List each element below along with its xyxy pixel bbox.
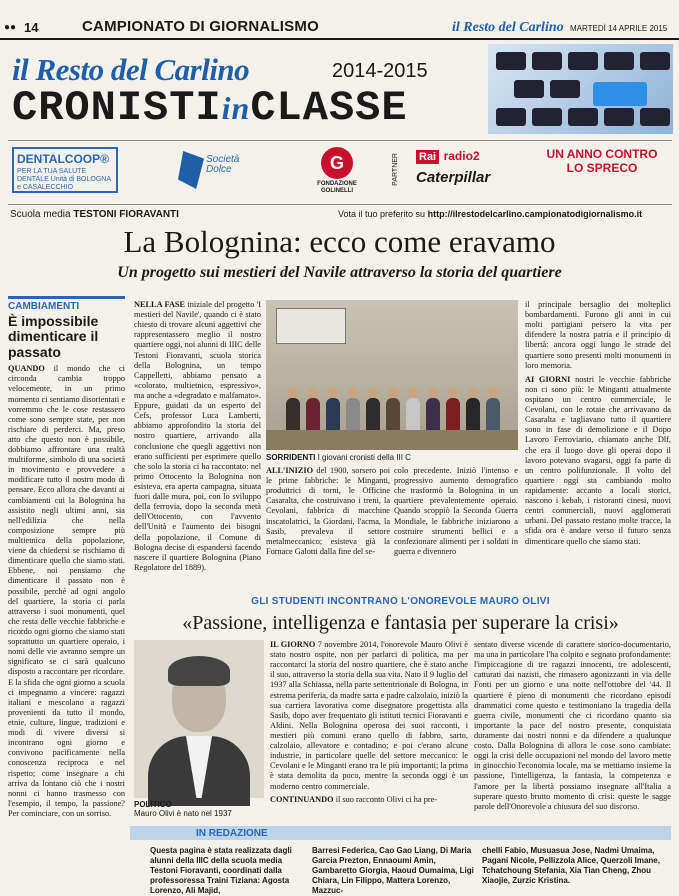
newspaper-logo: il Resto del Carlino bbox=[12, 52, 250, 87]
portrait-caption bbox=[134, 800, 264, 818]
page-number: 14 bbox=[24, 20, 39, 35]
sidebar-body bbox=[8, 364, 125, 819]
article-col4-lead: AI GIORNI bbox=[525, 374, 571, 384]
rai-label: Rai bbox=[416, 150, 439, 164]
top-bar bbox=[0, 0, 679, 40]
interview-col1-text-2: il suo racconto Olivi ci ha pre- bbox=[333, 794, 438, 804]
newspaper-logo-small: il Resto del Carlino bbox=[452, 20, 564, 35]
sidebar-column bbox=[8, 296, 125, 884]
article-column-2 bbox=[266, 466, 390, 596]
headline: La Bolognina: ecco come eravamo bbox=[123, 224, 556, 259]
subheadline: Un progetto sui mestieri del Navile attraverso la storia del quartiere bbox=[117, 264, 562, 281]
article-column-3: colo precedente. Iniziò l'intenso e progressivo aumento demografico che trasformò la Bolognina in un quartiere prevalentemente operaio. Quando scoppiò la Seconda Guerra Mondiale, le fabbriche iniziarono a costruire strumenti bellici e a confezionare alimenti per i soldati in guerra e divennero bbox=[394, 466, 518, 556]
masthead-title-in: in bbox=[221, 90, 251, 126]
photo-caption-tag: SORRIDENTI bbox=[266, 453, 316, 462]
redazione-column-1: Questa pagina è stata realizzata dagli alunni della IIIC della scuola media Testoni Fioravanti, coordinati dalla professoressa Traini Tiziana: Agosta Lorenzo, Ali Majid, bbox=[150, 846, 292, 895]
partner-label: PARTNER bbox=[392, 153, 399, 186]
sponsor-strip bbox=[8, 140, 672, 200]
interview-col1-lead: IL GIORNO bbox=[270, 640, 316, 649]
spreco-line-2: LO SPRECO bbox=[566, 161, 638, 175]
article-column-4 bbox=[525, 300, 671, 590]
school-label-prefix: Scuola media bbox=[10, 209, 71, 220]
issue-date: MARTEDÌ 14 APRILE 2015 bbox=[570, 24, 668, 33]
dentalcoop-name: DENTALCOOP® bbox=[17, 152, 109, 166]
golinelli-logo bbox=[304, 147, 370, 193]
politician-portrait bbox=[134, 640, 264, 798]
societa-dolce-name: Società Dolce bbox=[206, 154, 240, 175]
vote-text: Vota il tuo preferito su bbox=[338, 209, 426, 219]
article-col2-text: del 1900, sorsero poi le prime fabbriche: le Minganti, produttrici di torni, le Officine Casaralta, che costruivano i treni, la Cevolani, fabbrica di macchine inscatolatrici, la Giordani, l'acma, la Sasib, prevaleva il settore metalmeccanico; esisteva già la Fornace Galotti dalla fine del se- bbox=[266, 466, 390, 556]
portrait-caption-tag: POLITICO bbox=[134, 800, 172, 809]
interview-column-1 bbox=[270, 640, 468, 815]
portrait-caption-text: Mauro Olivi è nato nel 1937 bbox=[134, 809, 232, 818]
school-label bbox=[10, 209, 179, 220]
article-col4-para-b bbox=[525, 375, 671, 547]
masthead-title-a: CRONISTI bbox=[12, 84, 222, 132]
interview-title: «Passione, intelligenza e fantasia per superare la crisi» bbox=[182, 612, 619, 634]
school-name: TESTONI FIORAVANTI bbox=[73, 209, 179, 220]
section-title: CAMPIONATO DI GIORNALISMO bbox=[82, 18, 319, 35]
vote-line bbox=[338, 209, 642, 219]
vote-url-link[interactable]: http://ilrestodelcarlino.campionatodigiornalismo.it bbox=[427, 209, 643, 219]
keyboard-image bbox=[488, 44, 673, 134]
article-col4-text-b: nostri le vecchie fabbriche non ci sono più: le Minganti attualmente ospitano un centro commerciale, le Cevolani, con le rotaie che arrivavano da Casaralta e tagliavano tutto il quartiere sono in fase di demolizione e il Dopo Lavoro Ferroviario, chiamato anche Dlf, che era il luogo dove gli operai dopo il lavoro potevano svagarsi, oggi fa parte di un centro polifunzionale. Il volto del quartiere oggi sta cambiando molto rapidamente: accanto a locali storici, nascono i kebab, i ristoranti cinesi, nuovi centri commerciali, nuovi agglomerati urbani. Del passato restano molte tracce, la sfida ora è andare verso il futuro senza dimenticare quello che siamo stati. bbox=[525, 374, 671, 546]
redazione-column-2: Barresi Federica, Cao Gao Liang, Di Maria Garcia Prezton, Ennaoumi Amin, Gambaretto Giorgia, Haoud Oumaima, Ligi Chiara, Lin Filippo, Mattera Lorenzo, Mazzuc- bbox=[312, 846, 474, 895]
interview-column-2: sentato diverse vicende di carattere storico-documentario, ma una in particolare l'ha colpito e segnato profondamente: l'impiccagione di tre ragazzi innocenti, tre adolescenti, catturati dai nazisti, che rimasero agonizzanti in via delle Fonti per un giorno e una notte nell'ottobre del '44. Il quartiere è pieno di monumenti che ricordano episodi drammatici come questo e testimoniano la tragedia della guerra civile, monumenti che ci ricordano quanto sia importante la pace del nostro presente, conquistata duramente dai nostri nonni e da difendere a qualunque costo. Dalla Bolognina di allora le cose sono cambiate: oggi la crisi delle occupazioni nel mondo del lavoro mette in ginocchio l'economia locale, ma se mettiamo insieme la passione, l'intelligenza, la fantasia, la competenza e l'amore per la libertà possiamo insegnare all'Italia a superare questo brutto momento di crisi: queste le sagge parole dell'Onorevole a chiusura del suo discorso. bbox=[474, 640, 671, 811]
interview-col1-lead-2: CONTINUANDO bbox=[270, 794, 334, 804]
dentalcoop-logo bbox=[12, 147, 118, 193]
redazione-title: IN REDAZIONE bbox=[196, 828, 268, 839]
redazione-column-3: chelli Fabio, Musuasua Jose, Nadmi Umaima, Pagani Nicole, Pellizzola Alice, Querzoli Imane, Tchatchoung Stefania, Xia Tian Cheng, Zhou Xiaojie, Zurzic Kristina. bbox=[482, 846, 660, 885]
article-col2-lead: ALL'INIZIO bbox=[266, 466, 314, 475]
photo-caption bbox=[266, 453, 518, 462]
dentalcoop-subtitle: PER LA TUA SALUTE DENTALE Unità di BOLOGNA e CASALECCHIO bbox=[17, 168, 111, 192]
school-bar bbox=[8, 204, 672, 222]
class-photo bbox=[266, 300, 518, 450]
sidebar-text: il mondo che ci circonda cambia troppo velocemente, in un primo momento ci sentiamo disorientati e vorremmo che le cose restassero come sono sempre state, per non rischiare di perderci. Ma, preso atto che questo non è possibile, dobbiamo affrontare una realtà multiforme, simbolo di una società in movimento e provvedere a modificare tutto il nostro modo di pensare. Ecco allora che davanti ai cambiamenti cui la Bolognina ha assistito negli ultimi anni, sia nell'edilizia che nella composizione sempre più multietnica della popolazione, viene da chiedersi se rischiamo di dimenticare quello che siamo stati. Ebbene, noi pensiamo che dimenticare il passato non è possibile, perché ad ogni angolo del quartiere, la storia ci parla attraverso i suoi monumenti, quel che resta delle vecchie fabbriche e ricordo ogni giorno che siamo stati soprattutto un quartiere operaio, i nomi delle vie avranno sempre un significato se ci sarà qualcuno disposto a raccontare per ricordare. E la sfida che ogni giorno a scuola ci impegnamo a vincere: ragazzi italiani e mescolano a ragazzi provenienti da tutto il mondo, etnie, culture, lingue, tradizioni e modi di vivere diversi si incontrano ogni giorno e convivono pacificamente nella conoscenza reciproca e nel rispetto; come insegnare a chi arriva da lontano ciò che i nostri nonni ci hanno trasmesso con l'esempio, il tempo, la passione? Per cominciare, con un sorriso. bbox=[8, 364, 125, 818]
interview-col1-text: 7 novembre 2014, l'onorevole Mauro Olivi è stato nostro ospite, non per parlarci di politica, ma per raccontarci la storia del nostro quartiere, che è stato anche il suo, attraverso la storia della sua vita. Nato il 9 luglio del 1937 alla Schiassa, nella parte settentrionale di Bologna, in estrema periferia, da madre sarta e padre calzolaio, iniziò la sua carriera lavorativa come disegnatore progettista alla Sasib, dopo aver frequentato gli istituti tecnici Fioravanti e Aldini. Nella Bolognina operosa dei suoi racconti, i mestieri più comuni erano quello di fabbro, sarto, calzolaio, allevatore e contadino; e poi c'erano alcune industrie, in particolare quelle del settore meccanico: le Cevolani e le Minganti erano tra le più importanti; la prima è stata demolita da poco, mentre la seconda oggi è un moderno centro commerciale. bbox=[270, 640, 468, 791]
interview-kicker: GLI STUDENTI INCONTRANO L'ONOREVOLE MAURO OLIVI bbox=[251, 596, 550, 607]
golinelli-circle-icon: G bbox=[321, 147, 353, 179]
edition-years: 2014-2015 bbox=[332, 60, 428, 82]
article-col4-text-a: il principale bersaglio dei molteplici bombardamenti. Furono gli anni in cui molti partigiani persero la vita per difendere la nostra patria e il principio di libertà: ancora oggi lungo le strade del quartiere sono presenti molti monumenti in loro memoria. bbox=[525, 300, 671, 370]
caterpillar-label: Caterpillar bbox=[416, 169, 491, 186]
golinelli-name: FONDAZIONE GOLINELLI bbox=[317, 181, 357, 194]
rai-radio2-logo bbox=[416, 147, 516, 193]
radio2-label: radio2 bbox=[443, 149, 480, 163]
article-col1-lead: NELLA FASE bbox=[134, 300, 186, 309]
sidebar-lead: QUANDO bbox=[8, 364, 45, 374]
puzzle-icon bbox=[178, 151, 204, 189]
article-col1-text: iniziale del progetto 'I mestieri del Navile', quando ci è stato chiesto di trovare alcuni aggettivi che rappresentassero meglio il nostro quartiere oggi, noi alunni di IIIC delle Testoni Fioravanti, scuola storica della Bolognina, un tempo Cappelletti, abbiamo pensato a «colorato, multietnico, espressivo», ma anche a «degradato e malfamato». Eppure, guidati da un esperto del Cefs, professor Luca Lamberti, abbiamo approfondito la storia del nostro quartiere, arrivando alla conclusione che quegli aggettivi non erano sufficienti per esprimere quello che solo la storia ci ha raccontato: nel primo Ottocento la Bolognina non esisteva, era aperta campagna, situata fuori dalle mura, poi, con lo sviluppo della ferrovia, dopo la seconda metà dell'Ottocento, con l'avvento dell'Unità e l'aumento dei bisogni della popolazione, il Comune di Bologna decise di espandersi facendo nascere il quartiere Bolognina (Piano Regolatore del 1889). bbox=[134, 300, 262, 572]
photo-caption-text: I giovani cronisti della III C bbox=[315, 453, 411, 462]
page-dots: ●● bbox=[4, 22, 17, 33]
article-column-1 bbox=[134, 300, 261, 590]
sidebar-title: È impossibile dimenticare il passato bbox=[8, 313, 99, 360]
masthead-title bbox=[12, 84, 408, 132]
masthead-title-b: CLASSE bbox=[250, 84, 408, 132]
societa-dolce-logo bbox=[174, 147, 240, 193]
sidebar-kicker: CAMBIAMENTI bbox=[8, 301, 80, 312]
spreco-line-1: UN ANNO CONTRO bbox=[546, 147, 658, 161]
anti-spreco-logo bbox=[532, 147, 672, 199]
